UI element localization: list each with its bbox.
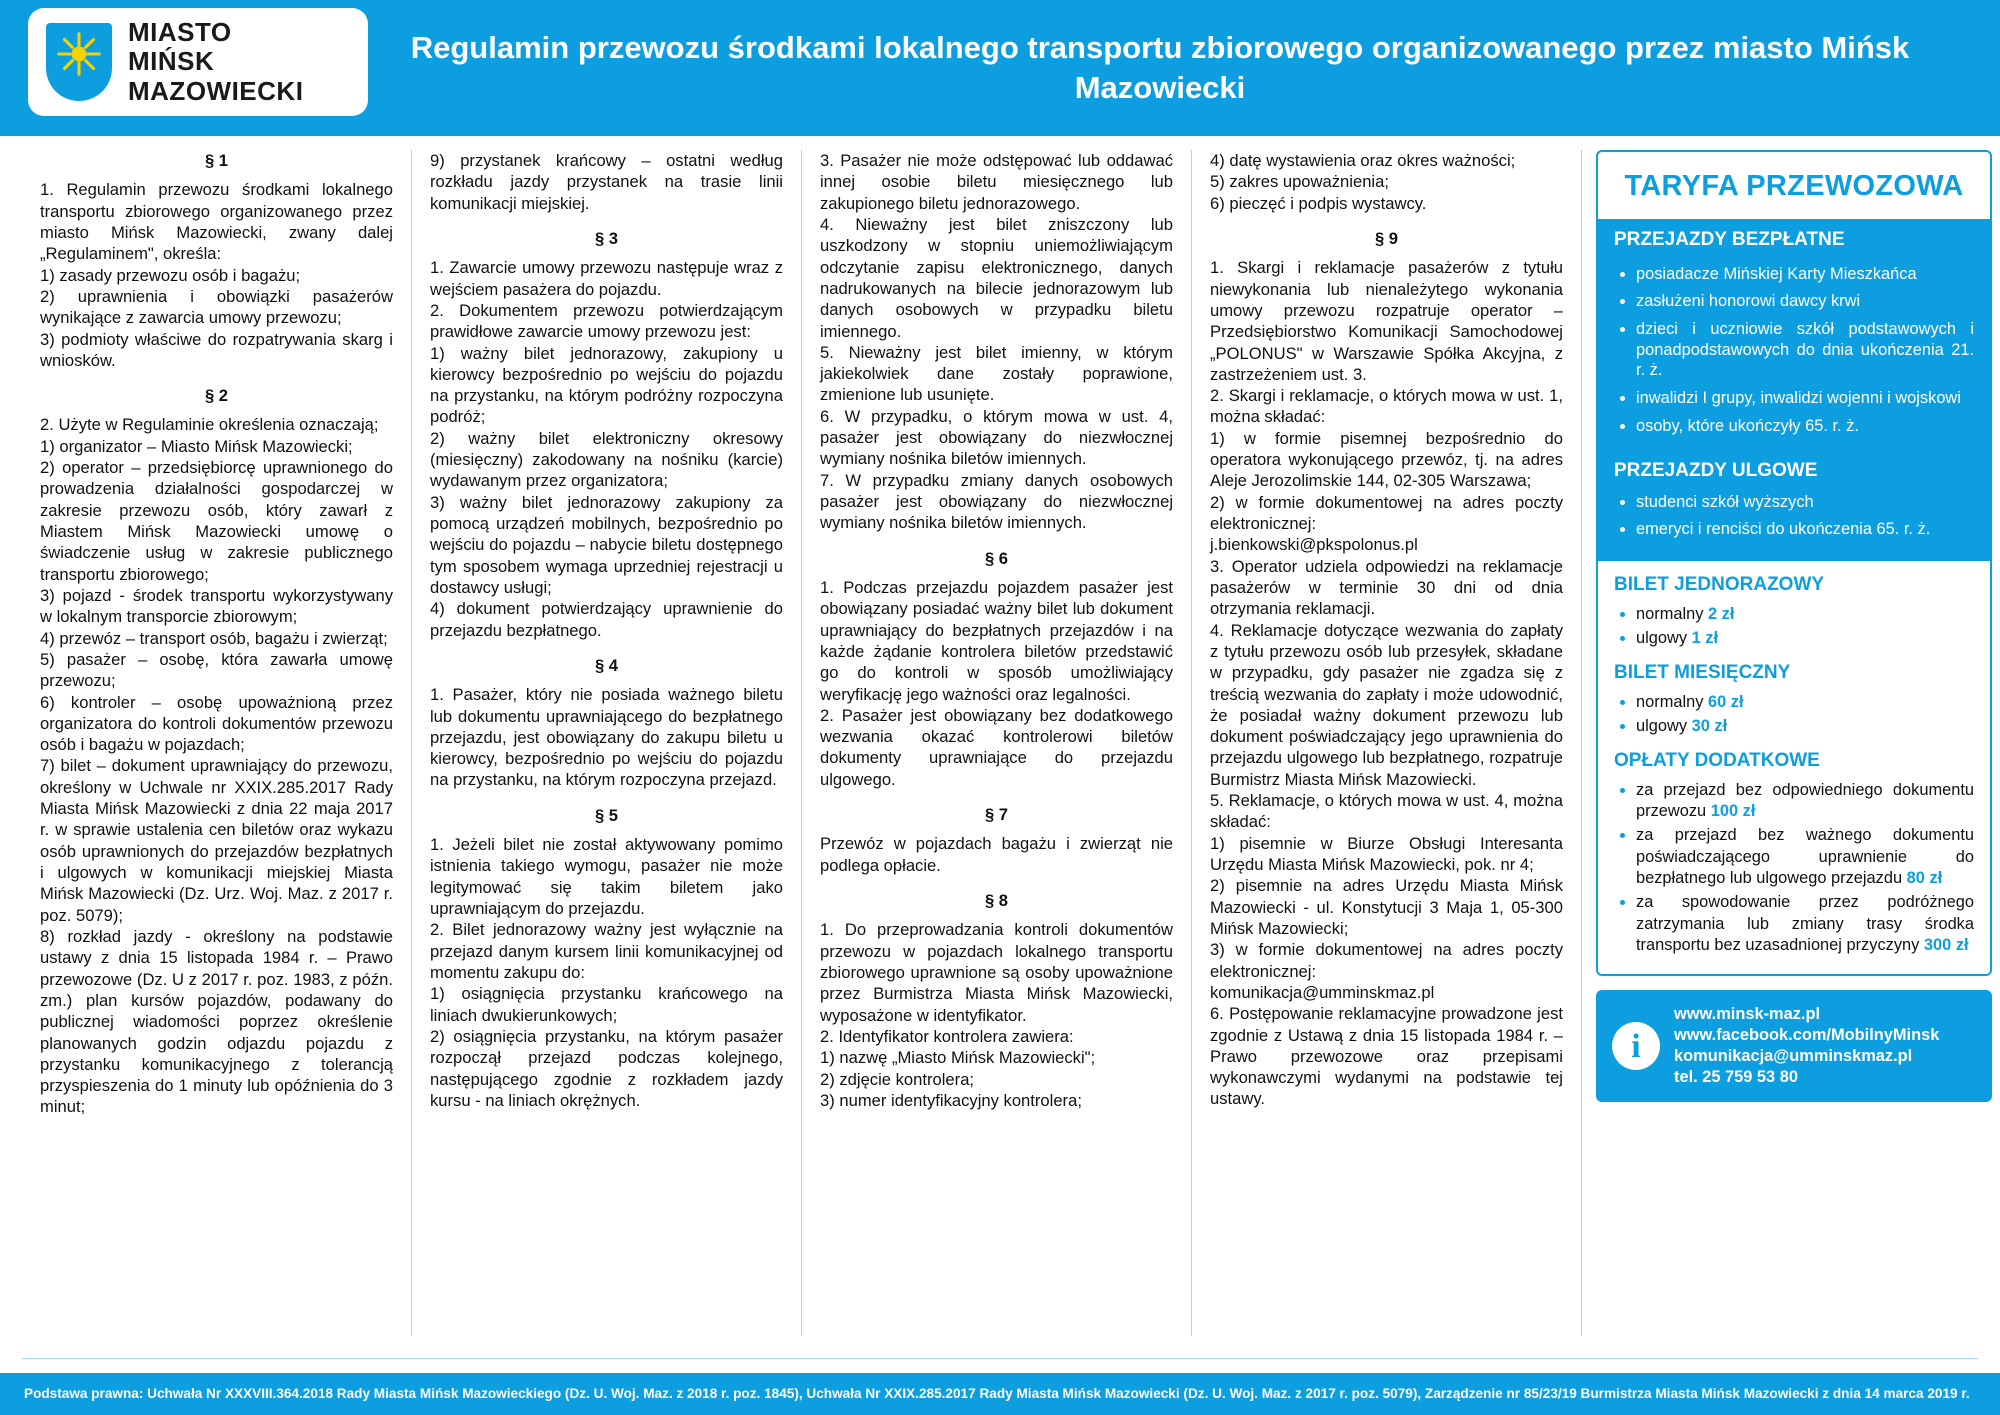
fare-price: 1 zł [1691, 628, 1719, 647]
paragraph: 5. Nieważny jest bilet imienny, w którym jakiekolwiek dane zostały poprawione, zmienione lub usunięte. [820, 342, 1173, 405]
paragraph: 2) uprawnienia i obowiązki pasażerów wynikające z zawarcia umowy przewozu; [40, 286, 393, 328]
paragraph: 5) zakres upoważnienia; [1210, 172, 1389, 192]
paragraph: 1) w formie pisemnej bezpośrednio do operatora wykonującego przewóz, tj. na adres Aleje Jerozolimskie 144, 02-305 Warszawa; [1210, 428, 1563, 491]
section-heading-3: § 3 [594, 228, 619, 248]
list-item: • studenci szkół wyższych [1636, 492, 1974, 513]
paragraph: 4) datę wystawienia oraz okres ważności; [1210, 151, 1516, 170]
paragraph: 5. Reklamacje, o których mowa w ust. 4, można składać: [1210, 791, 1563, 832]
fare-label: ulgowy [1636, 716, 1688, 735]
paragraph: 4. Nieważny jest bilet zniszczony lub uszkodzony w stopniu uniemożliwiającym odczytanie zapisu elektronicznego, danych nadrukowanych na bilecie jednorazowym lub danych osobowych w przypadku biletu imiennego. [820, 214, 1173, 341]
fare-label: normalny [1636, 604, 1704, 623]
paragraph: 2. Identyfikator kontrolera zawiera: [820, 1026, 1074, 1046]
paragraph: 2. Skargi i reklamacje, o których mowa w ust. 1, można składać: [1210, 386, 1563, 427]
logo-line-1: MIASTO [128, 17, 232, 48]
page-title: Regulamin przewozu środkami lokalnego transportu zbiorowego organizowanego przez miasto Mińsk Mazowiecki [410, 29, 1910, 105]
paragraph: 5) pasażer – osobę, która zawarła umowę przewozu; [40, 649, 393, 691]
contact-panel [1596, 990, 1992, 1102]
paragraph: 3. Pasażer nie może odstępować lub oddawać innej osobie biletu miesięcznego lub zakupionego biletu jednorazowego. [820, 151, 1173, 213]
paragraph: Przewóz w pojazdach bagażu i zwierząt nie podlega opłacie. [820, 834, 1173, 875]
list-item: • zasłużeni honorowi dawcy krwi [1636, 291, 1974, 312]
list-item [1636, 780, 1974, 823]
fare-price: 60 zł [1707, 692, 1744, 711]
paragraph: 1) osiągnięcia przystanku krańcowego na liniach dwukierunkowych; [430, 984, 783, 1025]
column-1 [22, 150, 412, 1336]
list-item [1636, 628, 1974, 649]
paragraph: 1) nazwę „Miasto Mińsk Mazowiecki"; [820, 1048, 1096, 1068]
paragraph: 2) osiągnięcia przystanku, na którym pasażer rozpoczął przejazd podczas kolejnego, następującego zgodnie z rozkładem jazdy kursu - na liniach okrężnych. [430, 1026, 783, 1110]
extra-fees-heading: OPŁATY DODATKOWE [1614, 750, 1820, 772]
paragraph: 2. Dokumentem przewozu potwierdzającym prawidłowe zawarcie umowy przewozu jest: [430, 300, 783, 342]
paragraph: 1. Skargi i reklamacje pasażerów z tytułu niewykonania lub nienależytego wykonania umowy przewozu rozpatruje operator – Przedsiębiorstwo Komunikacji Samochodowej „POLONUS" w Warszawie Spółka Akcyjna, z zastrzeżeniem ust. 3. [1210, 258, 1563, 384]
paragraph: 4. Reklamacje dotyczące wezwania do zapłaty z tytułu przewozu osób lub przesyłek, składane w przypadku, gdy pasażer nie zgadza się z treścią wezwania do zapłaty i może udowodnić, że posiadał ważny dokument przewozu lub dokument poświadczający jego uprawnienia do przejazdu ulgowego lub bezpłatnego, rozpatruje Burmistrz Miasta Mińsk Mazowiecki. [1210, 620, 1563, 789]
fee-price: 300 zł [1923, 935, 1969, 954]
paragraph: 1. Jeżeli bilet nie został aktywowany pomimo istnienia takiego wymogu, pasażer nie może legitymować się takim biletem jako uprawniającym do przejazdu. [430, 835, 783, 918]
fee-label: za spowodowanie przez podróżnego zatrzymania lub zmiany trasy środka transportu bez uzasadnionej przyczyny [1636, 893, 1974, 954]
monthly-ticket-list [1614, 692, 1974, 738]
paragraph: 6) kontroler – osobę upoważnioną przez organizatora do kontroli dokumentów przewozu osób i bagażu w pojazdach; [40, 692, 393, 755]
paragraph: 1) pisemnie w Biurze Obsługi Interesanta Urzędu Miasta Mińsk Mazowiecki, pok. nr 4; [1210, 833, 1563, 874]
reduced-rides-list [1598, 490, 1990, 561]
fares-section [1598, 561, 1990, 974]
fee-label: za przejazd bez odpowiedniego dokumentu przewozu [1636, 780, 1974, 820]
paragraph: 1. Regulamin przewozu środkami lokalnego transportu zbiorowego organizowanego przez miasto Mińsk Mazowiecki, zwany dalej „Regulaminem", określa: [40, 180, 393, 264]
list-item: • inwalidzi I grupy, inwalidzi wojenni i wojskowi [1636, 388, 1974, 409]
list-item: • osoby, które ukończyły 65. r. ż. [1636, 416, 1974, 437]
list-item: • posiadacze Mińskiej Karty Mieszkańca [1636, 264, 1974, 285]
paragraph: 8) rozkład jazdy - określony na podstawie ustawy z dnia 15 listopada 1984 r. – Prawo przewozowe (Dz. U z 2017 r. poz. 1983, z późn. zm.) plan kursów pojazdów, podawany do publicznej wiadomości poprzez określenie planowanych godzin odjazdu pojazdu z przystanku komunikacyjnego z tolerancją przyspieszenia do 1 minuty lub opóźnienia do 3 minut; [40, 926, 393, 1117]
paragraph: 3. Operator udziela odpowiedzi na reklamacje pasażerów w terminie 30 dni od dnia otrzymania reklamacji. [1210, 556, 1563, 619]
paragraph: 2. Bilet jednorazowy ważny jest wyłącznie na przejazd danym kursem linii komunikacyjnej od momentu zakupu do: [430, 920, 783, 982]
paragraph: 1. Zawarcie umowy przewozu następuje wraz z wejściem pasażera do pojazdu. [430, 258, 783, 299]
fare-label: ulgowy [1636, 628, 1688, 647]
section-heading-5: § 5 [594, 805, 619, 825]
fee-price: 80 zł [1906, 868, 1943, 887]
operator-email[interactable]: j.bienkowski@pkspolonus.pl [1210, 535, 1418, 555]
paragraph: 3) numer identyfikacyjny kontrolera; [820, 1090, 1082, 1110]
monthly-ticket-heading: BILET MIESIĘCZNY [1614, 662, 1791, 684]
phone-number: tel. 25 759 53 80 [1674, 1068, 1798, 1087]
single-ticket-list [1614, 604, 1974, 650]
section-heading-7: § 7 [984, 805, 1009, 825]
section-heading-4: § 4 [594, 655, 619, 675]
free-rides-heading: PRZEJAZDY BEZPŁATNE [1598, 219, 1990, 261]
page-header [0, 0, 2000, 136]
page-footer: Podstawa prawna: Uchwała Nr XXXVIII.364.2018 Rady Miasta Mińsk Mazowieckiego (Dz. U. Woj. Maz. z 2018 r. poz. 1845), Uchwała Nr XXIX.285.2017 Rady Miasta Mińsk Mazowiecki (Dz. U. Woj. Maz. z 2017 r. poz. 5079), Zarządzenie nr 85/23/19 Burmistrza Miasta Mińsk Mazowiecki z dnia 14 marca 2019 r. [0, 1373, 2000, 1415]
fee-price: 100 zł [1710, 801, 1756, 820]
fare-price: 2 zł [1707, 604, 1735, 623]
paragraph: 7) bilet – dokument uprawniający do przewozu, określony w Uchwale nr XXIX.285.2017 Rady Miasta Mińsk Mazowiecki z dnia 22 maja 2017 r. w sprawie ustalenia cen biletów oraz wykazu osób uprawnionych do przejazdów bezpłatnych i ulgowych w komunikacji miejskiej Miasta Mińsk Mazowiecki (Dz. Urz. Woj. Maz. z 2017 r. poz. 5079); [40, 756, 393, 925]
paragraph: 2) zdjęcie kontrolera; [820, 1069, 975, 1089]
single-ticket-heading: BILET JEDNORAZOWY [1614, 574, 1825, 596]
column-2 [412, 150, 802, 1336]
city-logo-text [128, 18, 303, 105]
paragraph: 6) pieczęć i podpis wystawcy. [1210, 193, 1427, 213]
tariff-title: TARYFA PRZEWOZOWA [1624, 170, 1964, 202]
content-columns [0, 136, 2000, 1336]
list-item: • dzieci i uczniowie szkół podstawowych i ponadpodstawowych do dnia ukończenia 21. r. ż. [1636, 319, 1974, 381]
paragraph: 3) ważny bilet jednorazowy zakupiony za pomocą urządzeń mobilnych, bezpośrednio po wejściu do pojazdu – nabycie biletu dostępnego tym sposobem wymaga uprzedniej rejestracji u dostawcy usługi; [430, 492, 783, 597]
paragraph: 3) w formie dokumentowej na adres poczty elektronicznej: [1210, 940, 1563, 981]
paragraph: 6. Postępowanie reklamacyjne prowadzone jest zgodnie z Ustawą z dnia 15 listopada 1984 r. – Prawo przewozowe oraz przepisami wykonawczymi wydanymi na podstawie tej ustawy. [1210, 1004, 1563, 1109]
list-item [1636, 692, 1974, 713]
paragraph: 1) organizator – Miasto Mińsk Mazowiecki; [40, 436, 353, 456]
list-item [1636, 604, 1974, 625]
column-3 [802, 150, 1192, 1336]
paragraph: 3) podmioty właściwe do rozpatrywania skarg i wniosków. [40, 329, 393, 370]
paragraph: 7. W przypadku zmiany danych osobowych pasażer jest obowiązany do niezwłocznej wymiany nośnika biletów imiennych. [820, 470, 1173, 533]
star-icon [57, 32, 101, 76]
section-heading-8: § 8 [984, 891, 1009, 910]
paragraph: 1. Podczas przejazdu pojazdem pasażer jest obowiązany posiadać ważny bilet lub dokument uprawniający do bezpłatnych przejazdów i na każde żądanie kontrolera biletów przedstawić go do kontroli w sposób umożliwiający weryfikację jego ważności oraz legalności. [820, 577, 1173, 704]
divider [22, 1358, 1978, 1359]
info-icon: i [1612, 1022, 1660, 1070]
logo-line-3: MAZOWIECKI [128, 75, 304, 106]
list-item [1636, 716, 1974, 737]
reduced-rides-heading: PRZEJAZDY ULGOWE [1598, 457, 1990, 489]
paragraph: 1. Do przeprowadzania kontroli dokumentów przewozu w pojazdach lokalnego transportu zbiorowego uprawnione są osoby upoważnione przez Burmistrza Miasta Mińsk Mazowiecki, wyposażone w identyfikator. [820, 920, 1173, 1025]
paragraph: 2) w formie dokumentowej na adres poczty elektronicznej: [1210, 492, 1563, 533]
paragraph: 4) dokument potwierdzający uprawnienie do przejazdu bezpłatnego. [430, 599, 783, 640]
paragraph: 1. Pasażer, który nie posiada ważnego biletu lub dokumentu uprawniającego do bezpłatnego przejazdu, jest obowiązany do zakupu biletu u kierowcy, bezpośrednio po wejściu do pojazdu na przystanku, na którym rozpoczyna przejazd. [430, 685, 783, 790]
email-link[interactable]: komunikacja@umminskmaz.pl [1674, 1047, 1913, 1066]
section-heading-9: § 9 [1374, 228, 1399, 248]
list-item [1636, 892, 1974, 956]
city-email[interactable]: komunikacja@umminskmaz.pl [1210, 982, 1435, 1002]
list-item [1636, 825, 1974, 889]
extra-fees-list [1614, 780, 1974, 957]
list-item: • emeryci i renciści do ukończenia 65. r. ż. [1636, 519, 1974, 540]
city-logo [28, 8, 368, 116]
column-5-tariff [1582, 150, 1978, 1336]
section-heading-1: § 1 [204, 151, 229, 170]
paragraph: 1) zasady przewozu osób i bagażu; [40, 265, 301, 285]
paragraph: 2) pisemnie na adres Urzędu Miasta Mińsk Mazowiecki - ul. Konstytucji 3 Maja 1, 05-300 Mińsk Mazowiecki; [1210, 876, 1563, 938]
paragraph: 3) pojazd - środek transportu wykorzystywany w lokalnym transporcie zbiorowym; [40, 585, 393, 627]
logo-line-2: MIŃSK [128, 46, 215, 77]
paragraph: 2. Użyte w Regulaminie określenia oznaczają; [40, 415, 379, 435]
paragraph: 2) ważny bilet elektroniczny okresowy (miesięczny) zakodowany na nośniku (karcie) wydawanym przez organizatora; [430, 428, 783, 491]
paragraph: 9) przystanek krańcowy – ostatni według rozkładu jazdy przystanek na trasie linii komunikacji miejskiej. [430, 151, 783, 213]
coat-of-arms-icon [46, 23, 112, 101]
fare-label: normalny [1636, 692, 1704, 711]
free-rides-list [1598, 262, 1990, 458]
paragraph: 4) przewóz – transport osób, bagażu i zwierząt; [40, 628, 388, 648]
column-4 [1192, 150, 1582, 1336]
facebook-link[interactable]: www.facebook.com/MobilnyMinsk [1674, 1026, 1940, 1045]
paragraph: 6. W przypadku, o którym mowa w ust. 4, pasażer jest obowiązany do niezwłocznej wymiany nośnika biletów imiennych. [820, 406, 1173, 469]
fee-label: za przejazd bez ważnego dokumentu poświadczającego uprawnienie do bezpłatnego lub ulgowego przejazdu [1636, 826, 1974, 887]
contact-lines [1674, 1004, 1939, 1088]
paragraph: 2) operator – przedsiębiorcę uprawnionego do prowadzenia działalności gospodarczej w zakresie przewozu osób, który zawarł z Miastem Mińsk Mazowiecki umowę o świadczenie usług w zakresie publicznego transportu zbiorowego; [40, 458, 393, 584]
section-heading-2: § 2 [204, 386, 229, 406]
tariff-panel [1596, 150, 1992, 976]
website-link[interactable]: www.minsk-maz.pl [1674, 1005, 1821, 1024]
paragraph: 1) ważny bilet jednorazowy, zakupiony u kierowcy bezpośrednio po wejściu do pojazdu na przystanku, na którym podróżny rozpoczyna podróż; [430, 343, 783, 427]
paragraph: 2. Pasażer jest obowiązany bez dodatkowego wezwania okazać kontrolerowi biletów dokumenty uprawniające do przejazdu ulgowego. [820, 705, 1173, 789]
fare-price: 30 zł [1691, 716, 1728, 735]
section-heading-6: § 6 [984, 548, 1009, 568]
